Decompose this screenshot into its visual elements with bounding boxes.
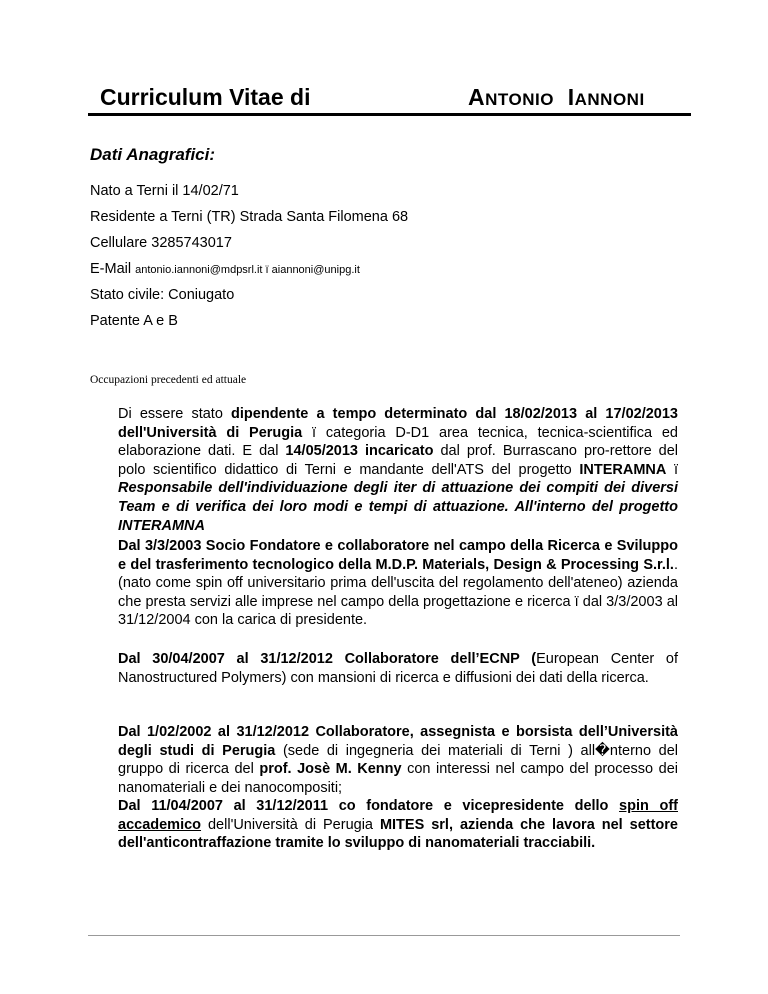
birth-line: Nato a Terni il 14/02/71 <box>90 183 239 199</box>
entry1-text-2: ï categoria D-D1 area tecnica, tecnica-scientifica ed elaborazione dati. E dal <box>118 424 679 460</box>
occupation-entry-4 <box>118 723 678 797</box>
header-divider <box>88 113 691 116</box>
entry1-text-4: ï <box>666 461 678 478</box>
email-value[interactable]: antonio.iannoni@mdpsrl.it ï aiannoni@unipg.it <box>135 264 360 276</box>
entry1-bold-3: INTERAMNA <box>579 461 667 478</box>
entry3-bold-1: Dal 30/04/2007 al 31/12/2012 Collaboratore dell’ECNP ( <box>118 651 537 667</box>
entry5-text-1: dell'Università di Perugia <box>201 816 380 833</box>
entry4-text-2: con interessi nel campo del processo dei nanomateriali e dei nanocompositi; <box>118 761 678 796</box>
civil-status-line: Stato civile: Coniugato <box>90 287 235 303</box>
license-line: Patente A e B <box>90 313 178 329</box>
entry3-text-1: European Center of Nanostructured Polymers) con mansioni di ricerca e diffusioni dei dati della ricerca. <box>118 651 679 686</box>
occupation-entry-5 <box>118 797 678 853</box>
section-title-occupations: Occupazioni precedenti ed attuale <box>90 374 247 386</box>
entry4-text-1: (sede di ingegneria dei materiali di Terni ) all�nterno del gruppo di ricerca del <box>118 742 678 778</box>
entry5-bold-1: Dal 11/04/2007 al 31/12/2011 co fondatore e vicepresidente dello <box>118 798 620 814</box>
name-first-rest: NTONIO <box>485 90 554 109</box>
entry4-bold-2: prof. Josè M. Kenny <box>259 761 402 778</box>
entry1-bold-2: 14/05/2013 incaricato <box>285 443 434 460</box>
entry5-bold-2: MITES srl, azienda che lavora nel settore dell'anticontraffazione tramite lo sviluppo di nanomateriali tracciabili. <box>118 816 678 852</box>
name-last-rest: ANNONI <box>574 90 645 109</box>
cv-name <box>468 84 645 111</box>
occupation-entry-3 <box>118 650 678 687</box>
email-label: E-Mail <box>90 261 132 277</box>
entry1-text-1: Di essere stato <box>118 406 232 422</box>
section-title-dati: Dati Anagrafici: <box>90 145 216 164</box>
email-line <box>90 261 360 277</box>
footer-divider <box>88 935 680 936</box>
residence-line: Residente a Terni (TR) Strada Santa Filomena 68 <box>90 209 409 225</box>
entry1-text-3: dal prof. Burrascano pro-rettore del polo scientifico didattico di Terni e mandante dell'ATS del progetto <box>118 443 678 478</box>
entry4-bold-1: Dal 1/02/2002 al 31/12/2012 Collaboratore, assegnista e borsista dell’Università degli studi di Perugia <box>118 724 678 759</box>
entry1-bold-1: dipendente a tempo determinato dal 18/02/2013 al 17/02/2013 dell'Università di Perugia <box>118 406 678 441</box>
cv-title: Curriculum Vitae di <box>100 84 311 110</box>
entry2-bold-1: Dal 3/3/2003 Socio Fondatore e collaboratore nel campo della Ricerca e Sviluppo e del trasferimento tecnologico della M.D.P. Materials, Design & Processing S.r.l. <box>118 538 678 573</box>
entry1-bold-italic: Responsabile dell'individuazione degli iter di attuazione dei compiti dei diversi Team e di verifica dei loro modi e tempi di attuazione. All'interno del progetto INTERAMNA <box>118 480 678 534</box>
name-last-initial: I <box>567 84 575 110</box>
entry5-bold-underlined: spin off accademico <box>118 798 678 833</box>
entry2-text-1: . (nato come spin off universitario prima dell'uscita del regolamento dell'ateneo) azienda che presta servizi alle imprese nel campo della progettazione e ricerca ï dal 3/3/2003 al 31/12/2004 con la carica di presidente. <box>118 556 678 629</box>
name-first-initial: A <box>468 84 486 110</box>
occupation-entry-1 <box>118 405 678 535</box>
phone-line: Cellulare 3285743017 <box>90 235 232 251</box>
occupation-entry-2 <box>118 537 678 630</box>
